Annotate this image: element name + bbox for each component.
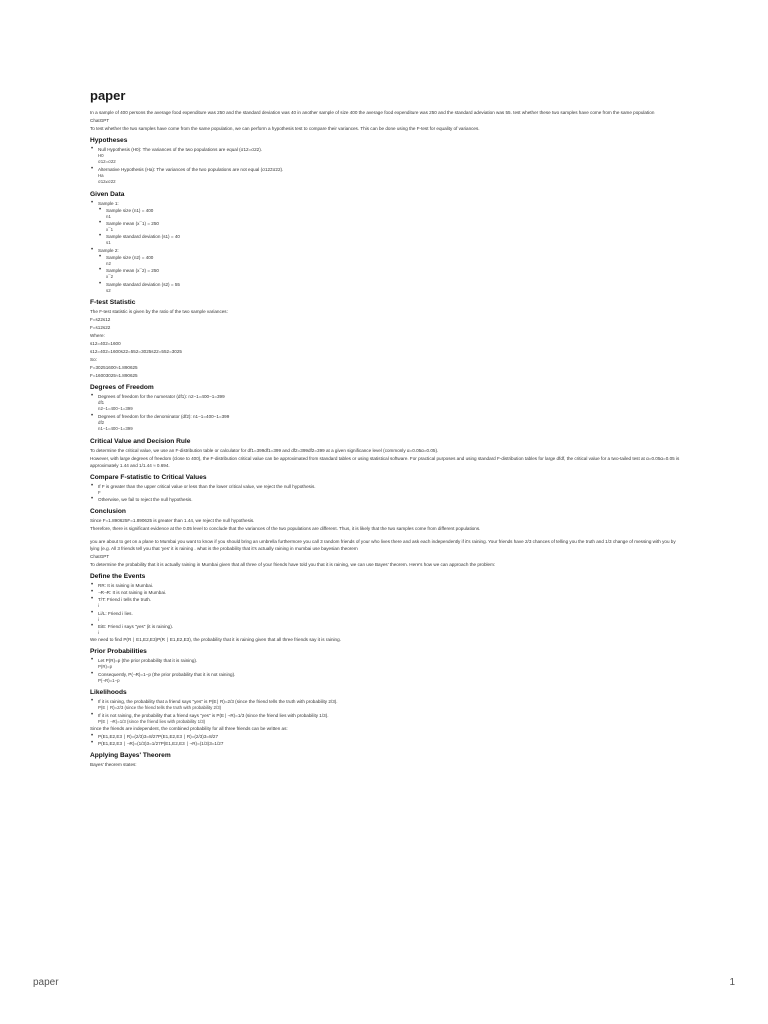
- paragraph: To determine the probability that it is actually raining in Mumbai given that all three of your friends have told you that it is raining, we can use Bayes' theorem. Here's how we can approach the problem:: [90, 562, 496, 568]
- compare-list: [90, 483, 680, 503]
- formula-line: F=30251600≈1.890625: [90, 365, 138, 371]
- paragraph: Therefore, there is significant evidence at the 0.05 level to conclude that the variances of the two populations are different. Thus, it is likely that the two samples come from different populations.: [90, 526, 481, 532]
- list-item: • RR: It is raining in Mumbai.: [90, 582, 680, 589]
- formula-line: F=s22s12: [90, 317, 111, 323]
- section-heading: Hypotheses: [90, 137, 128, 144]
- list-item: • P(E1,E2,E3 ∣ R)=(2/3)3=8/27P(E1,E2,E3 ∣ R)=(2/3)3=8/27: [90, 733, 680, 740]
- math-fragment: n2−1=400−1=399: [98, 406, 133, 412]
- chatgpt-label: ChatGPT: [90, 554, 110, 560]
- answer-intro: To test whether the two samples have come from the same population, we can perform a hypothesis test to compare their variances. This can be done using the F-test for equality of variances.: [90, 126, 480, 131]
- math-fragment: n1−1=400−1=399: [98, 426, 133, 432]
- paragraph: To determine the critical value, we use an F-distribution table or calculator for df1=399df1=399 and df2=399df2=399 at a given significance level (commonly α=0.05α=0.05).: [90, 447, 439, 453]
- list-item: • P(E1,E2,E3 ∣ ¬R)=(1/3)3=1/27P(E1,E2,E3 ∣ ¬R)=(1/3)3=1/27: [90, 740, 680, 747]
- list-item: • ¬R¬R: It is not raining in Mumbai.: [90, 589, 680, 596]
- paragraph: So:: [90, 357, 97, 363]
- paragraph: Where:: [90, 333, 105, 339]
- paragraph: The F-test statistic is given by the ratio of the two sample variances:: [90, 309, 228, 315]
- math-fragment: n2: [106, 260, 111, 266]
- list-item: • Otherwise, we fail to reject the null hypothesis.: [90, 496, 680, 503]
- math-fragment: x¯1: [106, 227, 114, 233]
- list-item: • Sample standard deviation (s1) = 40: [98, 233, 680, 240]
- section-heading: Likelihoods: [90, 689, 127, 697]
- math-fragment: i: [98, 616, 99, 622]
- list-item: • Alternative Hypothesis (Ha): The variances of the two populations are not equal (σ12≠σ22).: [90, 166, 680, 173]
- events-list: [90, 582, 680, 636]
- list-item: • Sample size (n1) = 400: [98, 207, 680, 214]
- combined-likelihood-list: [90, 733, 680, 747]
- document-body: [90, 88, 680, 769]
- math-fragment: P(E ∣ R)=2/3 (since the friend tells the truth with probability 2/3): [98, 705, 222, 711]
- paragraph: Bayes' theorem states:: [90, 761, 137, 767]
- math-fragment: Ha: [98, 172, 104, 178]
- list-item: • Sample standard deviation (s2) = 55: [98, 281, 680, 288]
- list-item: • Consequently, P(¬R)=1−p (the prior probability that it is not raining).: [90, 671, 680, 678]
- math-fragment: i: [98, 629, 99, 635]
- math-fragment: H0: [98, 153, 104, 158]
- section-heading: Degrees of Freedom: [90, 384, 154, 392]
- math-fragment: i: [98, 603, 99, 609]
- question-2-text: you are about to get on a plane to Mumbai you want to know if you should bring an umbrella furthermore you call 3 random friends of your who lives there and ask each independently if it's raining. Your friends have 2/3 chances of telling you the truth and 1/3 change of messing with you by lying (e.g. All 3 friends tell you that 'yes' it is raining . what is the probability that it's actually raining in mumbai use bayesian theorem: [90, 539, 676, 552]
- math-fragment: P(¬R)=1−p: [98, 677, 120, 683]
- list-item: • If F is greater than the upper critical value or less than the lower critical value, we reject the null hypothesis.: [90, 483, 680, 490]
- section-heading: Given Data: [90, 190, 125, 198]
- given-data-list: [90, 200, 680, 294]
- section-heading: Compare F-statistic to Critical Values: [90, 473, 207, 481]
- dof-list: [90, 393, 680, 433]
- section-heading: Applying Bayes' Theorem: [90, 751, 171, 759]
- paragraph: We need to find P(R ∣ E1,E2,E3)P(R ∣ E1,E2,E3), the probability that it is raining given that all three friends say it is raining.: [90, 637, 341, 643]
- paragraph: However, with large degrees of freedom (close to 400), the F-distribution critical value can be approximated from standard tables or using statistical software. For practical purposes and using standard F-distribution tables for large dfdf, the critical value for a two-tailed test at α=0.05α=0.05 is approximately 1.44 and 1/1.44 ≈ 0.694.: [90, 455, 680, 468]
- question-1-text: In a sample of 400 persons the average food expenditure was 250 and the standard deviation was 40 in another sample of size 400 the average food expenditure was 250 and the standard adeviation was 55. test whether these two samples have come from the same population: [90, 110, 655, 115]
- list-item: • Degrees of freedom for the denominator (df2): n1−1=400−1=399: [90, 413, 680, 420]
- page-title: paper: [90, 88, 126, 103]
- math-fragment: x¯2: [106, 274, 114, 280]
- hypotheses-list: [90, 146, 680, 186]
- section-heading: Prior Probabilities: [90, 648, 147, 656]
- section-heading: Conclusion: [90, 508, 126, 516]
- list-item: • Sample size (n2) = 400: [98, 254, 680, 261]
- formula-line: F=16003025≈1.890625: [90, 373, 138, 379]
- list-item: • Sample mean (x¯2) = 250: [98, 267, 680, 274]
- list-item: • If it is not raining, the probability that a friend says "yes" is P(E∣ ¬R)=1/3 (since the friend lies with probability 1/3).: [90, 712, 680, 719]
- math-fragment: σ12≠σ22: [98, 179, 116, 185]
- math-fragment: s1: [106, 240, 111, 246]
- list-item: • Degrees of freedom for the numerator (df1): n2−1=400−1=399: [90, 393, 680, 400]
- prior-list: [90, 657, 680, 684]
- formula-line: s12=402=1600s22=552=3025s22=552=3025: [90, 349, 182, 355]
- math-fragment: σ12=σ22: [98, 159, 116, 165]
- list-item: • Let P(R)=p (the prior probability that it is raining).: [90, 657, 680, 664]
- likelihood-list: [90, 698, 680, 725]
- math-fragment: df2: [98, 419, 105, 425]
- list-item: • If it is raining, the probability that a friend says "yes" is P(E∣ R)=2/3 (since the friend tells the truth with probability 2/3).: [90, 698, 680, 705]
- math-fragment: n1: [106, 213, 111, 219]
- footer-document-name: paper: [33, 977, 59, 988]
- formula-line: s12=402=1600: [90, 341, 121, 347]
- math-fragment: P(E ∣ ¬R)=1/3 (since the friend lies with probability 1/3): [98, 718, 206, 724]
- list-item: • Null Hypothesis (H0): The variances of the two populations are equal (σ12=σ22).: [90, 146, 680, 153]
- list-item: • Li/L: Friend i lies.: [90, 610, 680, 617]
- math-fragment: F: [98, 489, 101, 495]
- list-item: • EiE: Friend i says "yes" (it is raining).: [90, 623, 680, 630]
- list-item: • Sample mean (x¯1) = 250: [98, 220, 680, 227]
- section-heading: Critical Value and Decision Rule: [90, 437, 191, 445]
- math-fragment: P(R)=p: [98, 664, 113, 670]
- list-item: • Sample 2:: [90, 247, 680, 254]
- paragraph: Since F=1.890625F=1.890625 is greater than 1.44, we reject the null hypothesis.: [90, 518, 255, 524]
- list-item: • Sample 1:: [90, 200, 680, 207]
- math-fragment: s2: [106, 287, 111, 293]
- section-heading: Define the Events: [90, 573, 146, 581]
- math-fragment: df1: [98, 400, 105, 406]
- formula-line: F=s12s22: [90, 325, 111, 331]
- paragraph: Since the friends are independent, the combined probability for all three friends can be written as:: [90, 725, 288, 731]
- section-heading: F-test Statistic: [90, 299, 136, 307]
- page-number: 1: [729, 977, 735, 988]
- list-item: • T/T: Friend i tells the truth.: [90, 596, 680, 603]
- chatgpt-label: ChatGPT: [90, 118, 110, 123]
